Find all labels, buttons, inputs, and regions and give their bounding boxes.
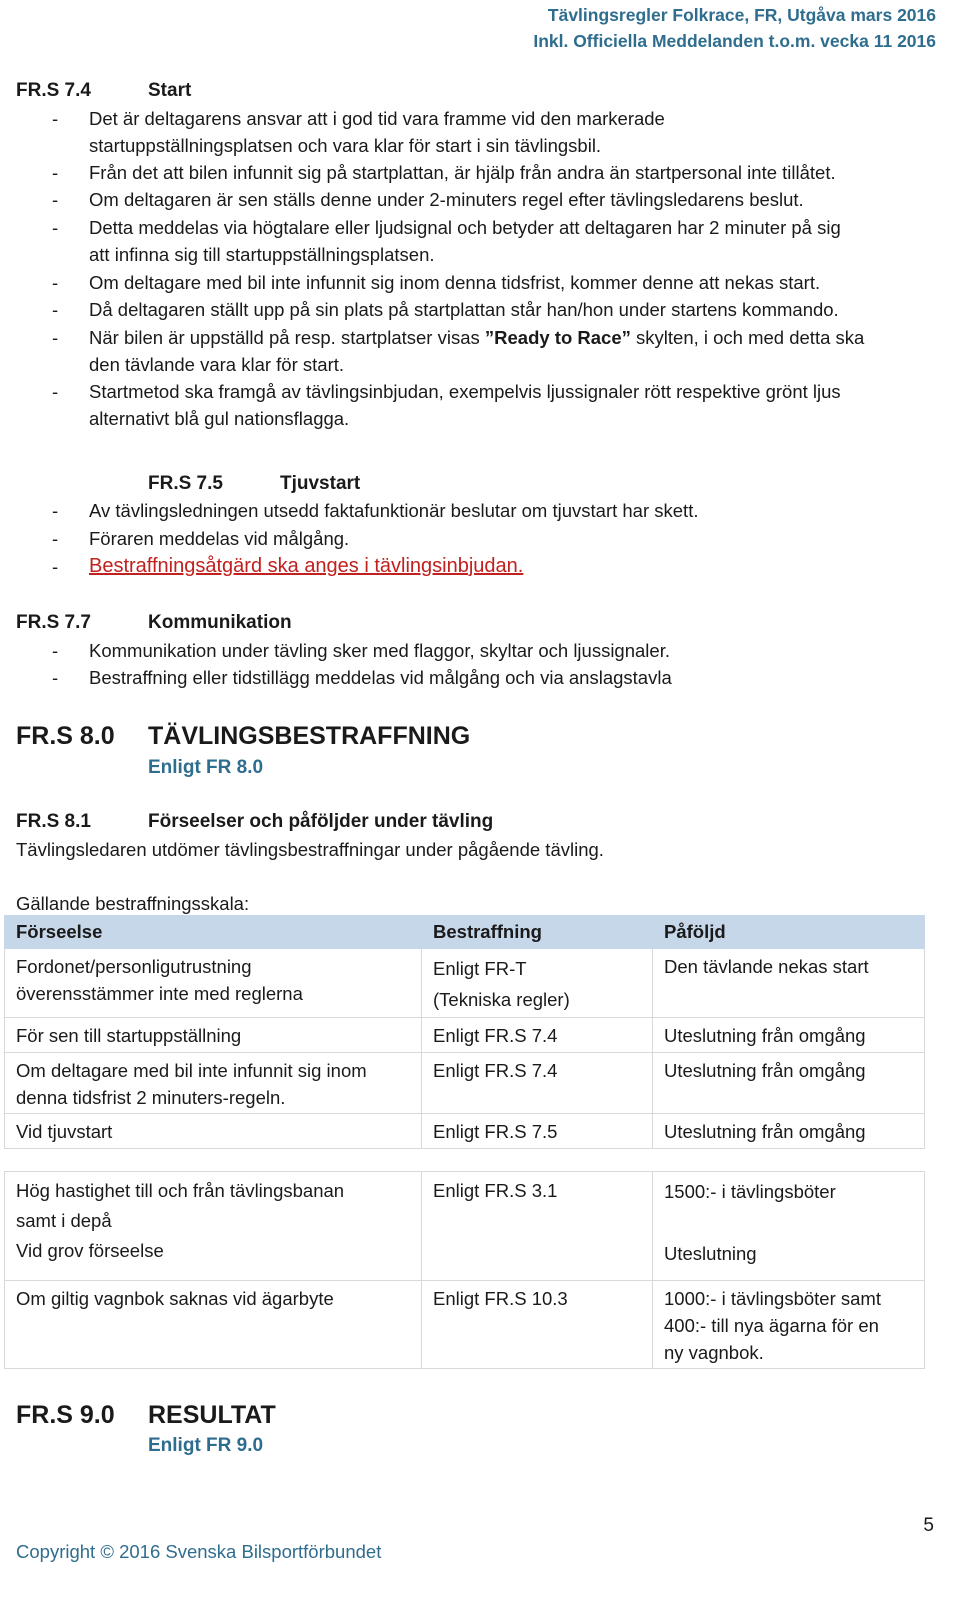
- ready-to-race-label: ”Ready to Race”: [484, 327, 631, 348]
- list-item-ready-to-race: [89, 327, 864, 349]
- list-item: Detta meddelas via högtalare eller ljudsignal och betyder att deltagaren har 2 minuter på sig: [89, 217, 841, 238]
- table-cell: Enligt FR.S 3.1: [422, 1172, 653, 1281]
- section-text: Tävlingsledaren utdömer tävlingsbestraffningar under pågående tävling.: [16, 839, 604, 860]
- bullet-dash: -: [52, 189, 59, 210]
- table-cell: Om deltagare med bil inte infunnit sig inom denna tidsfrist 2 minuters-regeln.: [5, 1053, 422, 1114]
- list-item: Föraren meddelas vid målgång.: [89, 528, 350, 549]
- penalty-scale-label: Gällande bestraffningsskala:: [16, 893, 250, 914]
- list-item-continued: startuppställningsplatsen och vara klar för start i sin tävlingsbil.: [89, 135, 602, 156]
- section-title-tjuvstart: Tjuvstart: [280, 473, 361, 494]
- list-item: Om deltagaren är sen ställs denne under 2-minuters regel efter tävlingsledarens beslut.: [89, 189, 804, 210]
- table-cell: Fordonet/personligutrustning överensstämmer inte med reglerna: [5, 949, 422, 1018]
- list-item: Om deltagare med bil inte infunnit sig inom denna tidsfrist, kommer denne att nekas start.: [89, 272, 821, 293]
- bullet-dash: -: [52, 108, 59, 129]
- list-item-continued: alternativt blå gul nationsflagga.: [89, 408, 350, 429]
- section-title-resultat: RESULTAT: [148, 1401, 276, 1429]
- column-header-pafoljd: Påföljd: [653, 916, 925, 949]
- list-item: Det är deltagarens ansvar att i god tid vara framme vid den markerade: [89, 108, 665, 129]
- reference-fr-9-0: Enligt FR 9.0: [148, 1435, 264, 1456]
- bullet-dash: -: [52, 162, 59, 183]
- table-cell: Enligt FR.S 7.4: [422, 1053, 653, 1114]
- table-header-row: [5, 916, 925, 949]
- table-cell: Uteslutning från omgång: [653, 1018, 925, 1053]
- bullet-dash: -: [52, 217, 59, 238]
- table-cell: Enligt FR.S 7.5: [422, 1114, 653, 1149]
- table-cell: Enligt FR.S 10.3: [422, 1281, 653, 1369]
- table-cell: 1000:- i tävlingsböter samt 400:- till nya ägarna för en ny vagnbok.: [653, 1281, 925, 1369]
- section-code-7-4: FR.S 7.4: [16, 80, 91, 101]
- table-cell: Uteslutning från omgång: [653, 1114, 925, 1149]
- table-cell: 1500:- i tävlingsböter Uteslutning: [653, 1172, 925, 1281]
- section-title-kommunikation: Kommunikation: [148, 612, 292, 633]
- table-cell: Om giltig vagnbok saknas vid ägarbyte: [5, 1281, 422, 1369]
- table-spacer-row: [5, 1149, 925, 1172]
- section-title-forseelser: Förseelser och påföljder under tävling: [148, 811, 494, 832]
- footer-copyright: Copyright © 2016 Svenska Bilsportförbundet: [16, 1541, 382, 1562]
- penalty-table: [4, 915, 925, 1369]
- page-number: 5: [923, 1515, 934, 1536]
- bullet-dash: -: [52, 327, 59, 348]
- bullet-dash: -: [52, 272, 59, 293]
- table-cell: För sen till startuppställning: [5, 1018, 422, 1053]
- table-cell: Enligt FR.S 7.4: [422, 1018, 653, 1053]
- table-row: [5, 1281, 925, 1369]
- table-row: [5, 1018, 925, 1053]
- table-row: [5, 1114, 925, 1149]
- column-header-bestraffning: Bestraffning: [422, 916, 653, 949]
- ready-text-a: När bilen är uppställd på resp. startplatser visas: [89, 327, 485, 348]
- table-row: [5, 1172, 925, 1281]
- column-header-forseelse: Förseelse: [5, 916, 422, 949]
- table-cell: Enligt FR-T (Tekniska regler): [422, 949, 653, 1018]
- table-cell: Uteslutning från omgång: [653, 1053, 925, 1114]
- bullet-dash: -: [52, 299, 59, 320]
- list-item-continued: den tävlande vara klar för start.: [89, 354, 345, 375]
- section-code-8-0: FR.S 8.0: [16, 722, 115, 750]
- section-title-tavlingsbestraffning: TÄVLINGSBESTRAFFNING: [148, 722, 471, 750]
- list-item: Då deltagaren ställt upp på sin plats på startplattan står han/hon under startens kommando.: [89, 299, 839, 320]
- section-code-7-7: FR.S 7.7: [16, 612, 91, 633]
- list-item: Från det att bilen infunnit sig på startplattan, är hjälp från andra än startpersonal inte tillåtet.: [89, 162, 836, 183]
- bullet-dash: -: [52, 528, 59, 549]
- bullet-dash: -: [52, 381, 59, 402]
- table-cell: Hög hastighet till och från tävlingsbanan samt i depå Vid grov förseelse: [5, 1172, 422, 1281]
- table-cell: Vid tjuvstart: [5, 1114, 422, 1149]
- doc-header-subtitle: Inkl. Officiella Meddelanden t.o.m. vecka 11 2016: [533, 31, 936, 51]
- section-code-7-5: FR.S 7.5: [148, 473, 223, 494]
- list-item-continued: att infinna sig till startuppställningsplatsen.: [89, 244, 435, 265]
- table-cell: Den tävlande nekas start: [653, 949, 925, 1018]
- bullet-dash: -: [52, 500, 59, 521]
- bullet-dash: -: [52, 667, 59, 688]
- list-item: Kommunikation under tävling sker med flaggor, skyltar och ljussignaler.: [89, 640, 670, 661]
- bullet-dash: -: [52, 640, 59, 661]
- section-code-9-0: FR.S 9.0: [16, 1401, 115, 1429]
- table-row: [5, 1053, 925, 1114]
- doc-header-title: Tävlingsregler Folkrace, FR, Utgåva mars 2016: [547, 5, 936, 25]
- list-item: Startmetod ska framgå av tävlingsinbjudan, exempelvis ljussignaler rött respektive grönt ljus: [89, 381, 841, 402]
- list-item: Av tävlingsledningen utsedd faktafunktionär beslutar om tjuvstart har skett.: [89, 500, 699, 521]
- ready-text-c: skylten, i och med detta ska: [630, 327, 865, 348]
- list-item: Bestraffning eller tidstillägg meddelas vid målgång och via anslagstavla: [89, 667, 672, 688]
- penalty-note-red: Bestraffningsåtgärd ska anges i tävlingsinbjudan.: [89, 555, 524, 577]
- section-code-8-1: FR.S 8.1: [16, 811, 91, 832]
- table-row: [5, 949, 925, 1018]
- section-title-start: Start: [148, 80, 192, 101]
- reference-fr-8-0: Enligt FR 8.0: [148, 757, 264, 778]
- bullet-dash: -: [52, 556, 59, 577]
